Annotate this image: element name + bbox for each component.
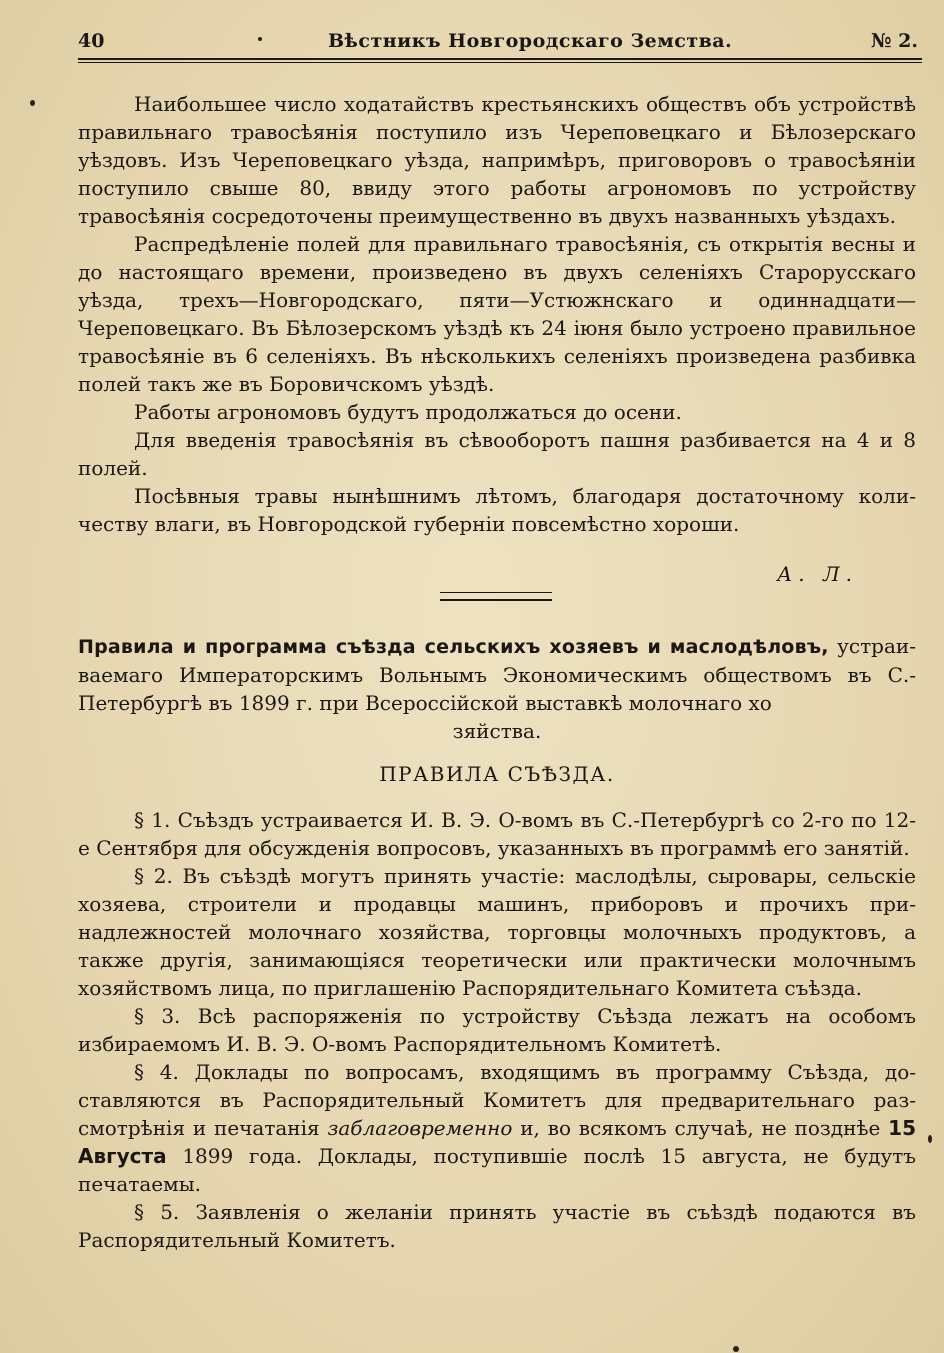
rule4-italic: заблаговременно [327, 1116, 513, 1140]
paragraph: Для введенія травосѣянія въ сѣвооборотъ пашня разбивается на 4 и 8 полей. [78, 428, 916, 480]
rule-paragraph-4 [78, 1058, 916, 1198]
section-congress-title [78, 632, 916, 745]
paragraph: Посѣвныя травы нынѣшнимъ лѣтомъ, благодаря достаточному количеству влаги, въ Новгородской губерніи повсемѣстно хороши. [78, 484, 916, 536]
ink-speck [928, 1135, 932, 1143]
journal-title: Вѣстникъ Новгородскаго Земства. [328, 30, 733, 52]
issue-number: № 2. [870, 30, 918, 52]
rule-paragraph: § 3. Всѣ распоряженія по устройству Съѣзда лежатъ на особомъ избираемомъ И. В. Э. О-вомъ Распорядительномъ Комитетѣ. [78, 1004, 916, 1056]
header-rule [78, 58, 922, 60]
rule4-text: и, во всякомъ случаѣ, не позднѣе [512, 1116, 889, 1140]
page-number: 40 [78, 30, 105, 52]
section-grass-sowing [78, 90, 916, 538]
section-divider [440, 592, 552, 601]
rule-paragraph: § 1. Съѣздъ устраивается И. В. Э. О-вомъ въ С.-Петербургѣ со 2-го по 12-е Сентября для обсужденія вопросовъ, указанныхъ въ программѣ его занятій. [78, 808, 916, 860]
article-title-rest: устраиваемаго Императорскимъ Вольнымъ Экономическимъ обществомъ въ С.-Петербургѣ въ 1899 г. при Всероссійской выставкѣ молочнаго хо [78, 634, 916, 715]
author-signature: А. Л. [777, 562, 858, 586]
header-rule-thin [78, 62, 922, 63]
running-header [78, 30, 918, 58]
paragraph: Работы агрономовъ будутъ продолжаться до осени. [134, 400, 682, 424]
rules-heading: ПРАВИЛА СЪѢЗДА. [379, 762, 615, 786]
rule4-text: 1899 года. Доклады, поступившіе послѣ 15 августа, не будутъ печатаемы. [78, 1144, 916, 1196]
paragraph: Распредѣленіе полей для правильнаго травосѣянія, съ открытія весны и до настоящаго времени, произведено въ двухъ селеніяхъ Старорусскаго уѣзда, трехъ—Новгородскаго, пяти—Устюжнскаго и одиннадцати—Череповецкаго. Въ Бѣлозерскомъ уѣздѣ къ 24 іюня было устроено правильное травосѣяніе въ 6 селеніяхъ. Въ нѣсколькихъ селеніяхъ произведена разбивка полей такъ же въ Боровичскомъ уѣздѣ. [78, 232, 916, 396]
ink-speck [258, 37, 262, 41]
rule-paragraph: § 2. Въ съѣздѣ могутъ принять участіе: маслодѣлы, сыровары, сельскіе хозяева, строители и продавцы машинъ, приборовъ и прочихъ принадлежностей молочнаго хозяйства, торговцы молочныхъ продуктовъ, а также другія, занимающіяся теоретически или практически молочнымъ хозяйствомъ лица, по приглашенію Распорядительнаго Комитета съѣзда. [78, 864, 916, 1000]
rule-paragraph: § 5. Заявленія о желаніи принять участіе въ съѣздѣ подаются въ Распорядительный Комитетъ. [78, 1200, 916, 1252]
section-rules [78, 806, 916, 1254]
article-title-last-line: зяйства. [452, 719, 542, 743]
rule4-deadline: 15 Августа [78, 1116, 916, 1168]
article-title-bold: Правила и программа съѣзда сельскихъ хозяевъ и маслодѣловъ, [78, 636, 829, 658]
ink-speck [30, 100, 35, 106]
article-title [78, 632, 916, 717]
ink-speck [733, 1346, 739, 1352]
rule4-text: § 4. Доклады по вопросамъ, входящимъ въ программу Съѣзда, доставляются въ Распорядительный Комитетъ для предварительнаго разсмотрѣнія и печатанія [78, 1060, 916, 1140]
paragraph: Наибольшее число ходатайствъ крестьянскихъ обществъ объ устройствѣ правильнаго травосѣянія поступило изъ Череповецкаго и Бѣлозерскаго уѣздовъ. Изъ Череповецкаго уѣзда, напримѣръ, приговоровъ о травосѣяніи поступило свыше 80, ввиду этого работы агрономовъ по устройству травосѣянія сосредоточены преимущественно въ двухъ названныхъ уѣздахъ. [78, 92, 916, 228]
